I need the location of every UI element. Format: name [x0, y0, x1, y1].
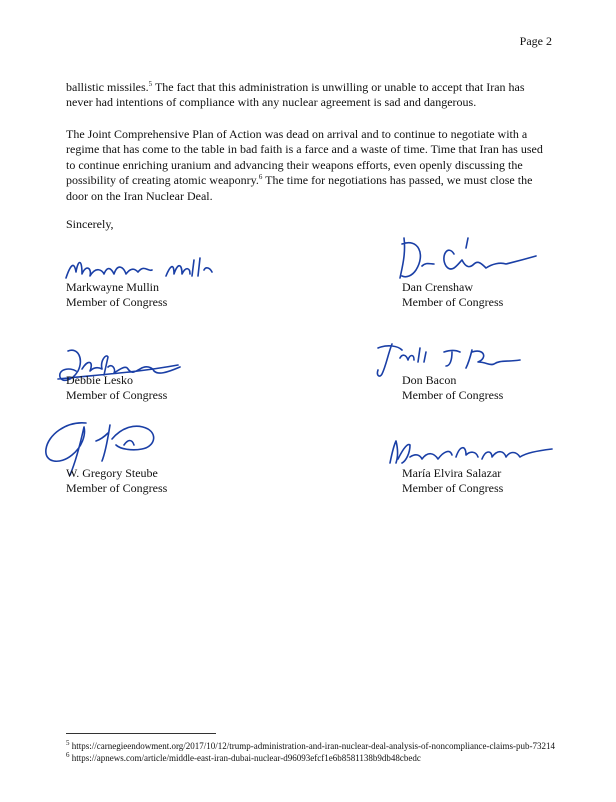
signatory-block — [402, 280, 503, 311]
footnote-marker: 5 — [66, 739, 70, 747]
paragraph-1-text-after: The fact that this administration is unwilling or unable to accept that Iran has never had intentions of compliance with any nuclear agreement is sad and dangerous. — [66, 80, 525, 110]
footnotes — [66, 741, 566, 764]
signatory-title: Member of Congress — [402, 481, 504, 496]
footnote-marker: 6 — [66, 750, 70, 759]
footnote-ref-5[interactable]: 5 — [148, 80, 153, 88]
body-paragraph-2 — [66, 127, 554, 204]
signatory-title: Member of Congress — [402, 388, 504, 403]
signatory-block — [66, 280, 167, 311]
paragraph-1-text: ballistic missiles. — [66, 80, 149, 94]
paragraph-2-text-after: The time for negotiations has passed, we must close the door on the Iran Nuclear Deal. — [66, 173, 533, 203]
footnote-link[interactable]: https://carnegieendowment.org/2017/10/12/trump-administration-and-iran-nuclear-deal-analysis-of-noncompliance-claims-pub-73214 — [71, 741, 556, 751]
signatory-title: Member of Congress — [402, 295, 504, 310]
signatory-name: Markwayne Mullin — [66, 280, 159, 294]
signatory-title: Member of Congress — [66, 388, 168, 403]
signatory-name: Debbie Lesko — [66, 373, 133, 387]
paragraph-2-text: The Joint Comprehensive Plan of Action was dead on arrival and to continue to negotiate with a regime that has come to the table in bad faith is a farce and a waste of time. Time that Iran has used to continue enriching uranium and advancing their weapons efforts, even openly discussing the possibility of creating atomic weaponry. — [66, 127, 543, 188]
signature-salazar-image — [380, 437, 560, 469]
signatory-name: Don Bacon — [402, 373, 457, 387]
signatory-block — [66, 466, 167, 497]
footnote-6 — [66, 750, 566, 765]
signatory-name: María Elvira Salazar — [402, 466, 502, 480]
signature-crenshaw-image — [396, 234, 546, 284]
page-number: Page 2 — [519, 34, 552, 48]
footnote-link[interactable]: https://apnews.com/article/middle-east-iran-dubai-nuclear-d96093efcf1e6b8581138b9db48cbedc — [71, 752, 421, 763]
footnote-divider — [66, 733, 216, 734]
signatory-block — [66, 373, 167, 404]
signatory-title: Member of Congress — [66, 295, 168, 310]
closing-salutation: Sincerely, — [66, 217, 114, 231]
signatory-name: Dan Crenshaw — [402, 280, 473, 294]
signatory-block — [402, 466, 503, 497]
footnote-ref-6[interactable]: 6 — [258, 173, 263, 182]
signatory-title: Member of Congress — [66, 481, 168, 496]
footnote-5 — [66, 741, 566, 753]
signatory-name: W. Gregory Steube — [66, 466, 158, 480]
body-paragraph-1 — [66, 80, 554, 111]
signatory-block — [402, 373, 503, 404]
